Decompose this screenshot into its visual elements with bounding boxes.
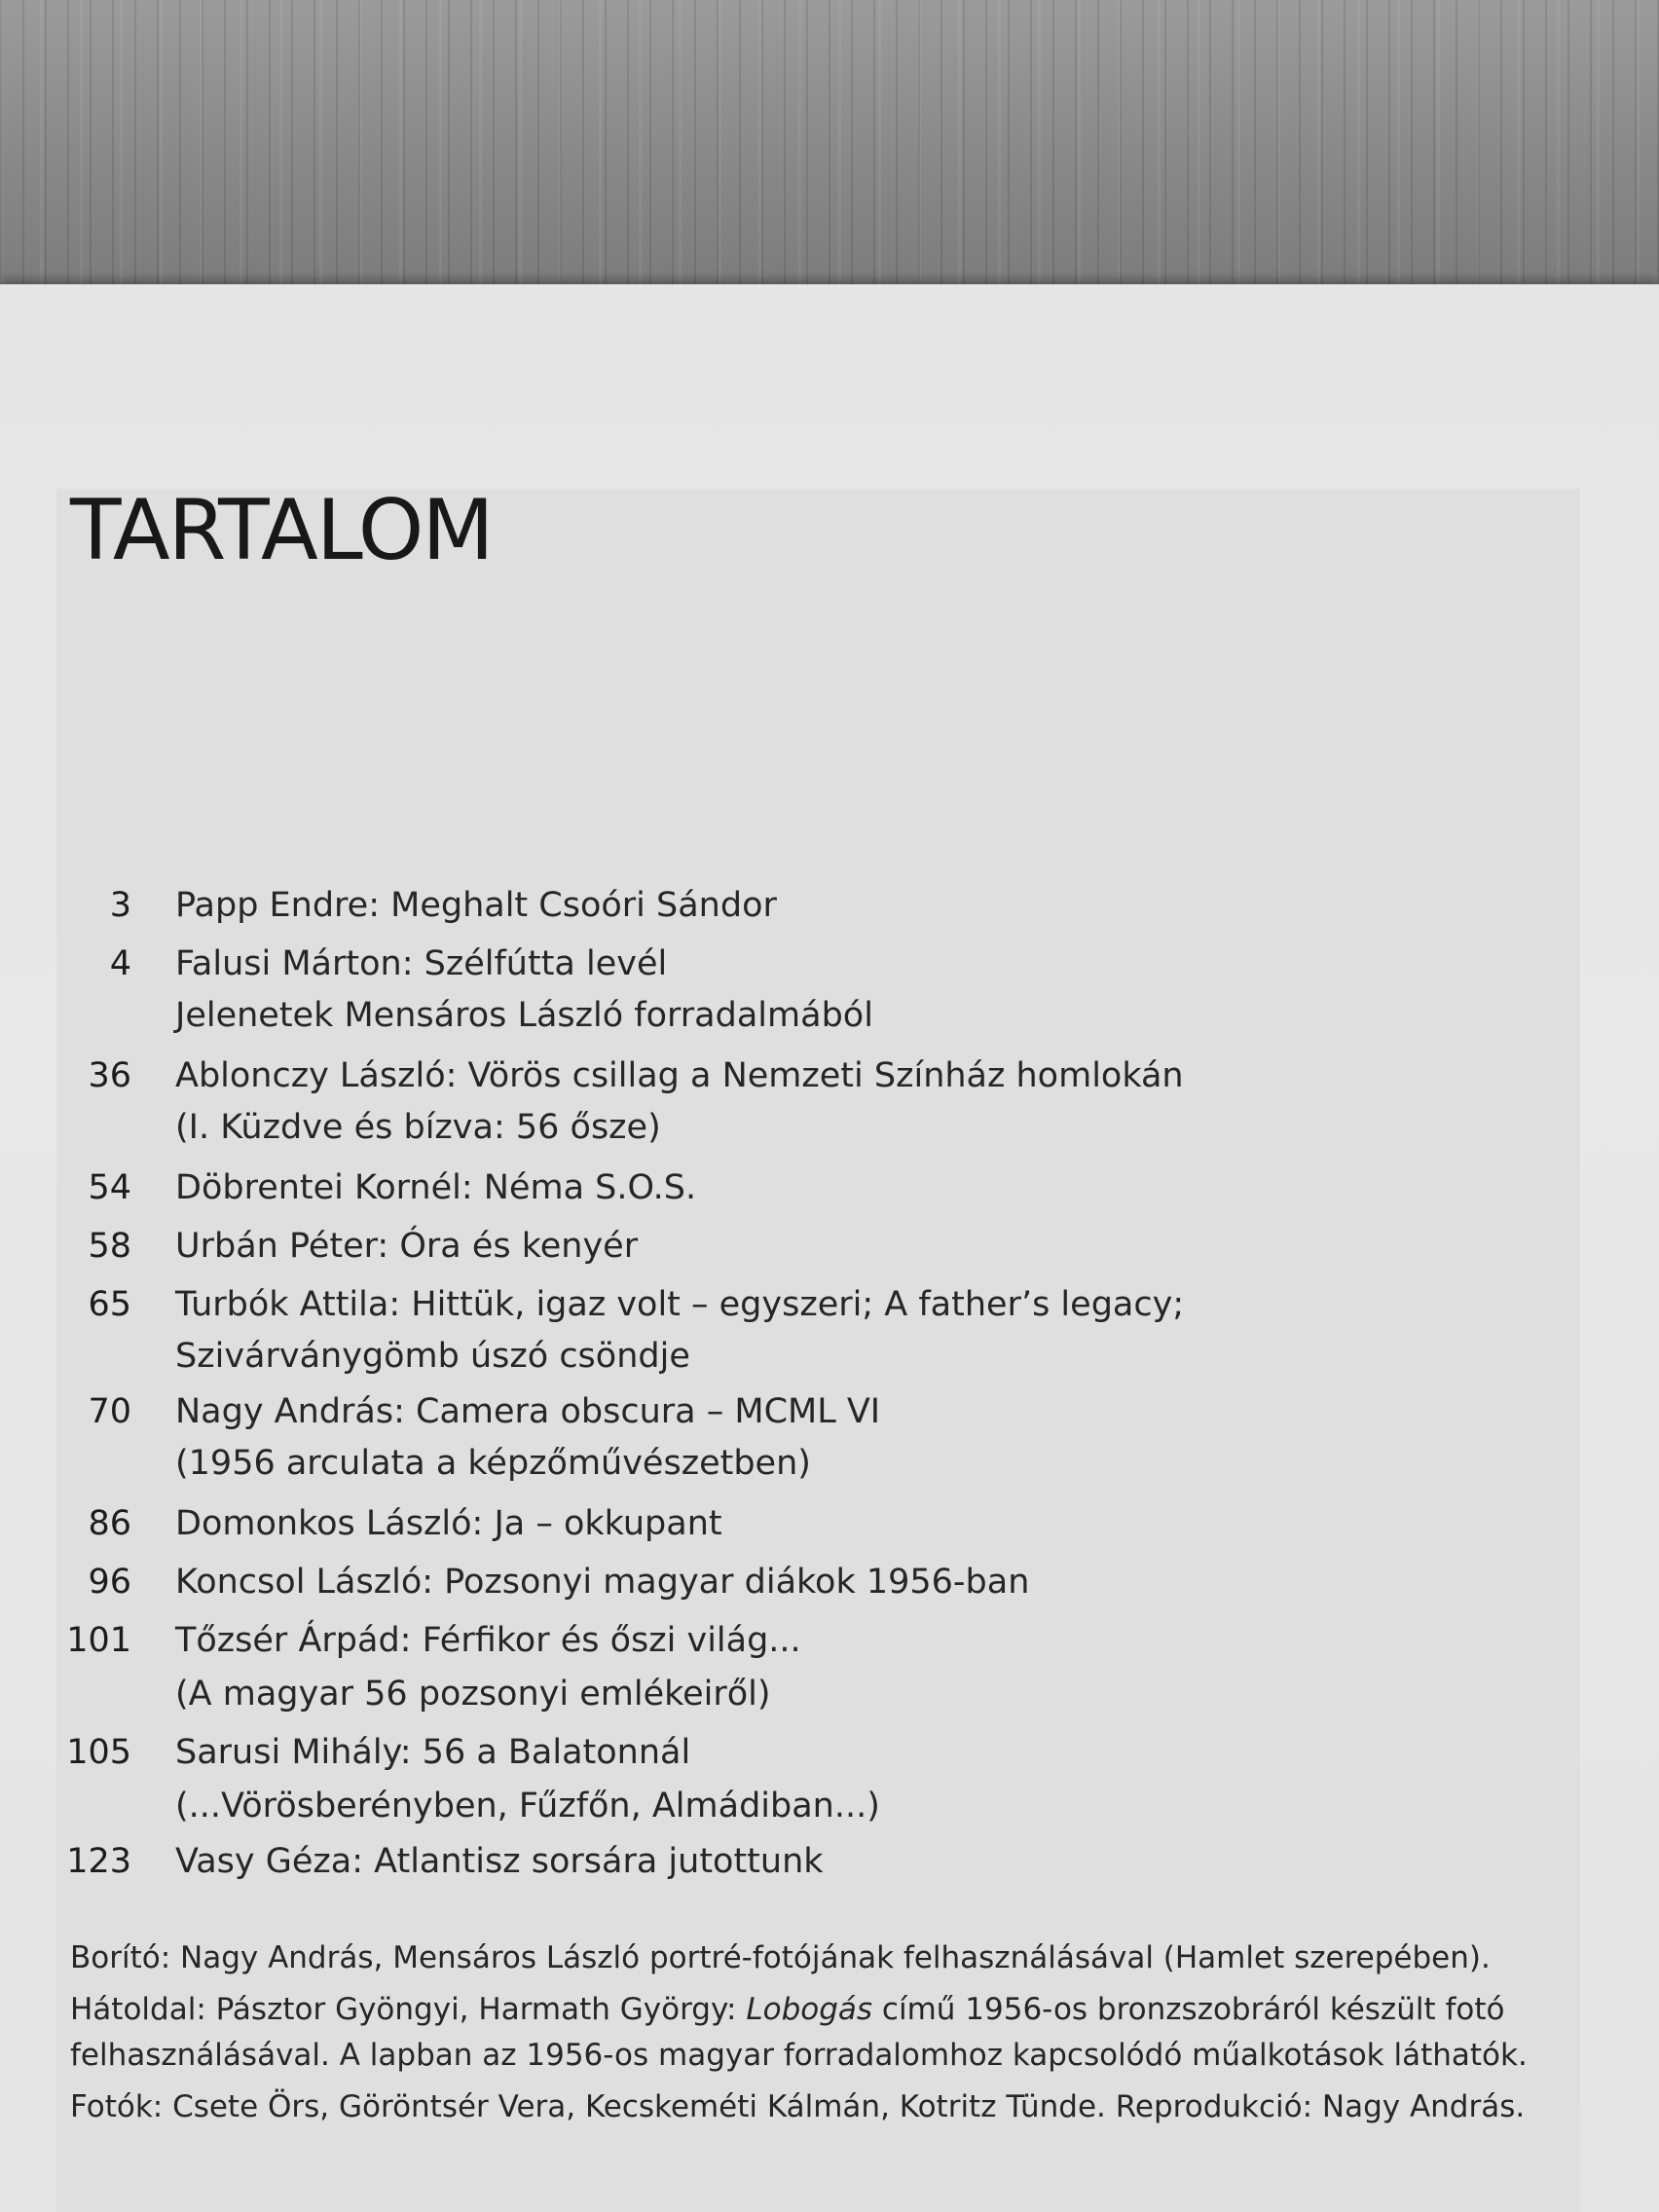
back-credit-prefix: Hátoldal: Pásztor Gyöngyi, Harmath György: [70,1992,747,2027]
artwork-title: Lobogás [746,1992,873,2027]
toc-entry-title: Falusi Márton: Szélfútta levél [175,944,668,983]
back-credit [70,1987,1628,2079]
toc-entry-subtitle: (1956 arculata a képzőművészetben) [175,1444,811,1483]
toc-entry-title: Papp Endre: Meghalt Csoóri Sándor [175,886,777,925]
toc-page-number: 3 [109,886,131,925]
toc-entry-title: Domonkos László: Ja – okkupant [175,1504,722,1543]
toc-page-number: 54 [88,1168,131,1207]
toc-entry-subtitle: Szivárványgömb úszó csöndje [175,1337,690,1376]
toc-entry-subtitle: (I. Küzdve és bízva: 56 ősze) [175,1108,661,1147]
cover-credit [70,1936,1628,1981]
wooden-background [0,0,1659,292]
back-credit-line-1 [70,1987,1628,2033]
toc-page-number: 70 [88,1392,131,1431]
cover-credit-text: Borító: Nagy András, Mensáros László portré-fotójának felhasználásával (Hamlet szerepében). [70,1940,1491,1975]
toc-entry-title: Vasy Géza: Atlantisz sorsára jutottunk [175,1842,824,1881]
toc-page-number: 105 [66,1733,131,1772]
toc-entry-title: Tőzsér Árpád: Férfikor és őszi világ... [175,1621,801,1660]
toc-entry-title: Turbók Attila: Hittük, igaz volt – egyszeri; A father’s legacy; [175,1285,1185,1324]
toc-page-number: 65 [88,1285,131,1324]
credits [70,1936,1628,2136]
toc-entry-title: Nagy András: Camera obscura – MCML VI [175,1392,881,1431]
page-title: TARTALOM [70,482,493,579]
toc-page-number: 96 [88,1563,131,1602]
photo-credit [70,2084,1628,2130]
toc-entry-title: Ablonczy László: Vörös csillag a Nemzeti Színház homlokán [175,1056,1184,1095]
toc-entry-title: Koncsol László: Pozsonyi magyar diákok 1956-ban [175,1563,1030,1602]
photo-credit-text: Fotók: Csete Örs, Göröntsér Vera, Kecskeméti Kálmán, Kotritz Tünde. Reprodukció: Nagy András. [70,2089,1526,2124]
toc-page-number: 101 [66,1621,131,1660]
toc-entry-title: Sarusi Mihály: 56 a Balatonnál [175,1733,691,1772]
toc-entry-subtitle: (A magyar 56 pozsonyi emlékeiről) [175,1675,771,1714]
toc-entry-title: Urbán Péter: Óra és kenyér [175,1227,639,1266]
toc-entry-title: Döbrentei Kornél: Néma S.O.S. [175,1168,697,1207]
toc-page-number: 123 [66,1842,131,1881]
back-credit-suffix: című 1956-os bronzszobráról készült fotó [872,1992,1505,2027]
toc-page-number: 36 [88,1056,131,1095]
toc-page-number: 4 [109,944,131,983]
toc-page-number: 86 [88,1504,131,1543]
toc-page-number: 58 [88,1227,131,1266]
back-credit-line-2: felhasználásával. A lapban az 1956-os magyar forradalomhoz kapcsolódó műalkotások láthatók. [70,2038,1528,2073]
toc-entry-subtitle: Jelenetek Mensáros László forradalmából [175,996,873,1035]
toc-entry-subtitle: (...Vörösberényben, Fűzfőn, Almádiban...) [175,1787,880,1825]
